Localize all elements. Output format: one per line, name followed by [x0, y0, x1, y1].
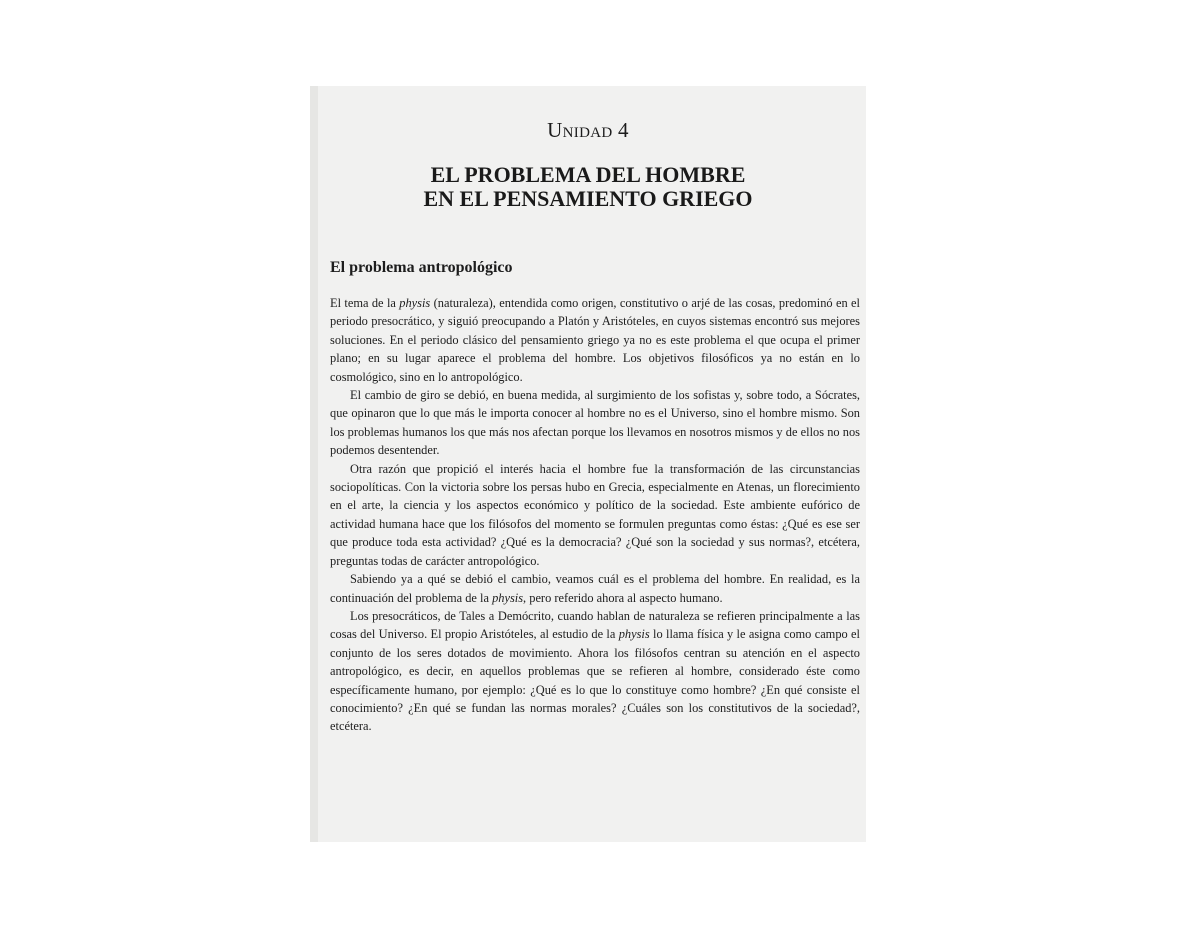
chapter-title	[310, 163, 866, 211]
paragraph: Sabiendo ya a qué se debió el cambio, veamos cuál es el problema del hombre. En realidad, es la continuación del problema de la physis, pero referido ahora al aspecto humano.	[330, 572, 860, 605]
body-text	[330, 294, 860, 736]
paragraph: Los presocráticos, de Tales a Demócrito, cuando hablan de naturaleza se refieren principalmente a las cosas del Universo. El propio Aristóteles, al estudio de la physis lo llama física y le asigna como campo el conjunto de los seres dotados de movimiento. Ahora los filósofos centran su atención en el aspecto antropológico, es decir, en aquellos problemas que se refieren al hombre, considerado éste como específicamente humano, por ejemplo: ¿Qué es lo que lo constituye como hombre? ¿En qué consiste el conocimiento? ¿En qué se fundan las normas morales? ¿Cuáles son los constitutivos de la sociedad?, etcétera.	[330, 608, 860, 734]
paragraph: El cambio de giro se debió, en buena medida, al surgimiento de los sofistas y, sobre todo, a Sócrates, que opinaron que lo que más le importa conocer al hombre no es el Universo, sino el hombre mismo. Son los problemas humanos los que más nos afectan porque los llevamos en nosotros mismos y de ellos no nos podemos desentender.	[330, 388, 860, 458]
paragraph: Otra razón que propició el interés hacia el hombre fue la transformación de las circunstancias sociopolíticas. Con la victoria sobre los persas hubo en Grecia, especialmente en Atenas, un florecimiento en el arte, la ciencia y los aspectos económico y político de la sociedad. Este ambiente eufórico de actividad humana hace que los filósofos del momento se formulen preguntas como éstas: ¿Qué es ese ser que produce toda esta actividad? ¿Qué es la democracia? ¿Qué son la sociedad y sus normas?, etcétera, preguntas todas de carácter antropológico.	[330, 461, 860, 568]
section-heading: El problema antropológico	[330, 259, 513, 276]
chapter-title-line-1: EL PROBLEMA DEL HOMBRE	[430, 162, 746, 187]
paragraph: El tema de la physis (naturaleza), entendida como origen, constitutivo o arjé de las cosas, predominó en el periodo presocrático, y siguió preocupando a Platón y Aristóteles, en cuyos sistemas encontró sus mejores soluciones. En el periodo clásico del pensamiento griego ya no es este problema el que ocupa el primer plano; en su lugar aparece el problema del hombre. Los objetivos filosóficos ya no están en lo cosmológico, sino en lo antropológico.	[330, 296, 860, 384]
chapter-title-line-2: EN EL PENSAMIENTO GRIEGO	[423, 186, 753, 211]
unit-label: Unidad 4	[547, 118, 629, 142]
